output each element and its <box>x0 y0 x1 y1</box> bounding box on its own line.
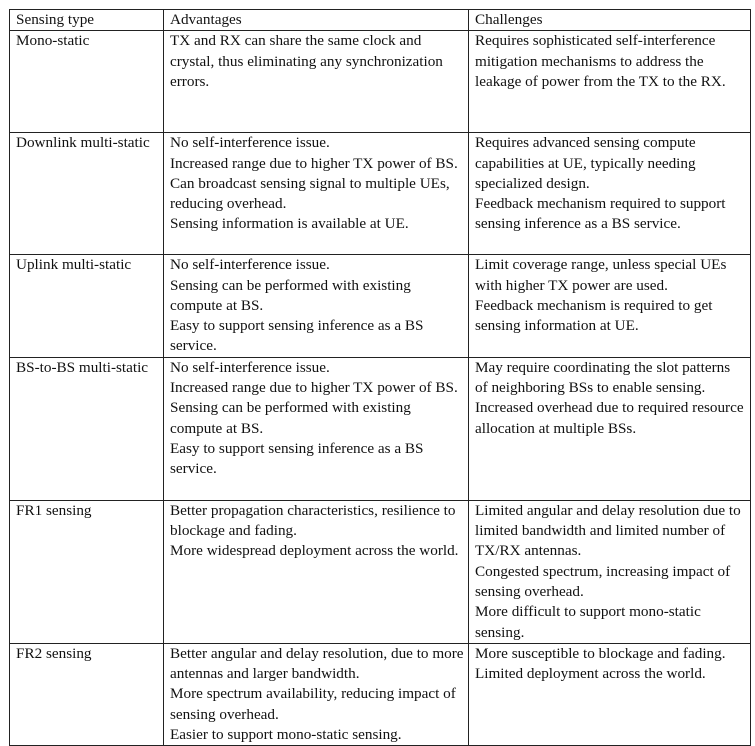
sensing-type-cell: BS-to-BS multi-static <box>10 357 164 500</box>
advantages-cell <box>164 500 469 643</box>
advantage-item: More spectrum availability, reducing impact of sensing overhead. <box>170 685 456 723</box>
sensing-type-cell: FR1 sensing <box>10 500 164 643</box>
challenges-cell <box>469 133 751 255</box>
advantage-item: TX and RX can share the same clock and crystal, thus eliminating any synchronization errors. <box>170 32 443 90</box>
advantage-item: Better propagation characteristics, resilience to blockage and fading. <box>170 501 456 540</box>
advantage-item: No self-interference issue. <box>170 134 330 152</box>
table-row <box>10 133 751 255</box>
challenges-cell <box>469 255 751 357</box>
advantage-item: Sensing can be performed with existing compute at BS. <box>170 399 411 437</box>
header-challenges: Challenges <box>469 10 751 31</box>
challenges-cell <box>469 31 751 133</box>
advantages-cell <box>164 357 469 500</box>
advantage-item: Increased range due to higher TX power of BS. <box>170 379 458 397</box>
challenges-cell <box>469 500 751 643</box>
comparison-table <box>9 9 751 746</box>
advantage-item: Can broadcast sensing signal to multiple UEs, reducing overhead. <box>170 174 450 213</box>
advantage-item: Easy to support sensing inference as a BS service. <box>170 317 424 355</box>
advantage-item: Sensing can be performed with existing compute at BS. <box>170 276 411 314</box>
table-row <box>10 500 751 643</box>
advantages-cell <box>164 643 469 745</box>
advantages-cell <box>164 255 469 357</box>
advantage-item: No self-interference issue. <box>170 358 330 376</box>
challenge-item: More susceptible to blockage and fading. <box>475 644 726 662</box>
table-row <box>10 357 751 500</box>
advantage-item: Increased range due to higher TX power of BS. <box>170 154 458 172</box>
challenge-item: Increased overhead due to required resource allocation at multiple BSs. <box>475 399 744 437</box>
challenge-item: Feedback mechanism required to support sensing inference as a BS service. <box>475 195 726 233</box>
challenge-item: May require coordinating the slot patterns of neighboring BSs to enable sensing. <box>475 358 731 397</box>
challenge-item: Feedback mechanism is required to get sensing information at UE. <box>475 296 713 335</box>
challenge-item: Limited deployment across the world. <box>475 665 706 683</box>
challenge-item: Requires advanced sensing compute capabilities at UE, typically needing specialized design. <box>475 134 696 192</box>
challenge-item: Requires sophisticated self-interference mitigation mechanisms to address the leakage of power from the TX to the RX. <box>475 32 726 90</box>
advantage-item: Easy to support sensing inference as a BS service. <box>170 439 424 478</box>
sensing-type-cell: Mono-static <box>10 31 164 133</box>
advantages-cell <box>164 31 469 133</box>
advantage-item: Sensing information is available at UE. <box>170 215 409 233</box>
challenge-item: More difficult to support mono-static sensing. <box>475 603 701 641</box>
advantage-item: Easier to support mono-static sensing. <box>170 726 402 744</box>
advantage-item: Better angular and delay resolution, due to more antennas and larger bandwidth. <box>170 644 464 683</box>
advantage-item: No self-interference issue. <box>170 256 330 274</box>
advantage-item: More widespread deployment across the world. <box>170 542 459 560</box>
advantages-cell <box>164 133 469 255</box>
table-row <box>10 31 751 133</box>
table-row <box>10 255 751 357</box>
challenges-cell <box>469 357 751 500</box>
challenges-cell <box>469 643 751 745</box>
challenge-item: Limited angular and delay resolution due to limited bandwidth and limited number of TX/RX antennas. <box>475 501 741 560</box>
header-advantages: Advantages <box>164 10 469 31</box>
table-row <box>10 643 751 745</box>
header-row <box>10 10 751 31</box>
sensing-type-cell: FR2 sensing <box>10 643 164 745</box>
header-sensing-type: Sensing type <box>10 10 164 31</box>
challenge-item: Congested spectrum, increasing impact of sensing overhead. <box>475 562 731 600</box>
challenge-item: Limit coverage range, unless special UEs with higher TX power are used. <box>475 256 727 294</box>
sensing-type-cell: Uplink multi-static <box>10 255 164 357</box>
sensing-type-cell: Downlink multi-static <box>10 133 164 255</box>
